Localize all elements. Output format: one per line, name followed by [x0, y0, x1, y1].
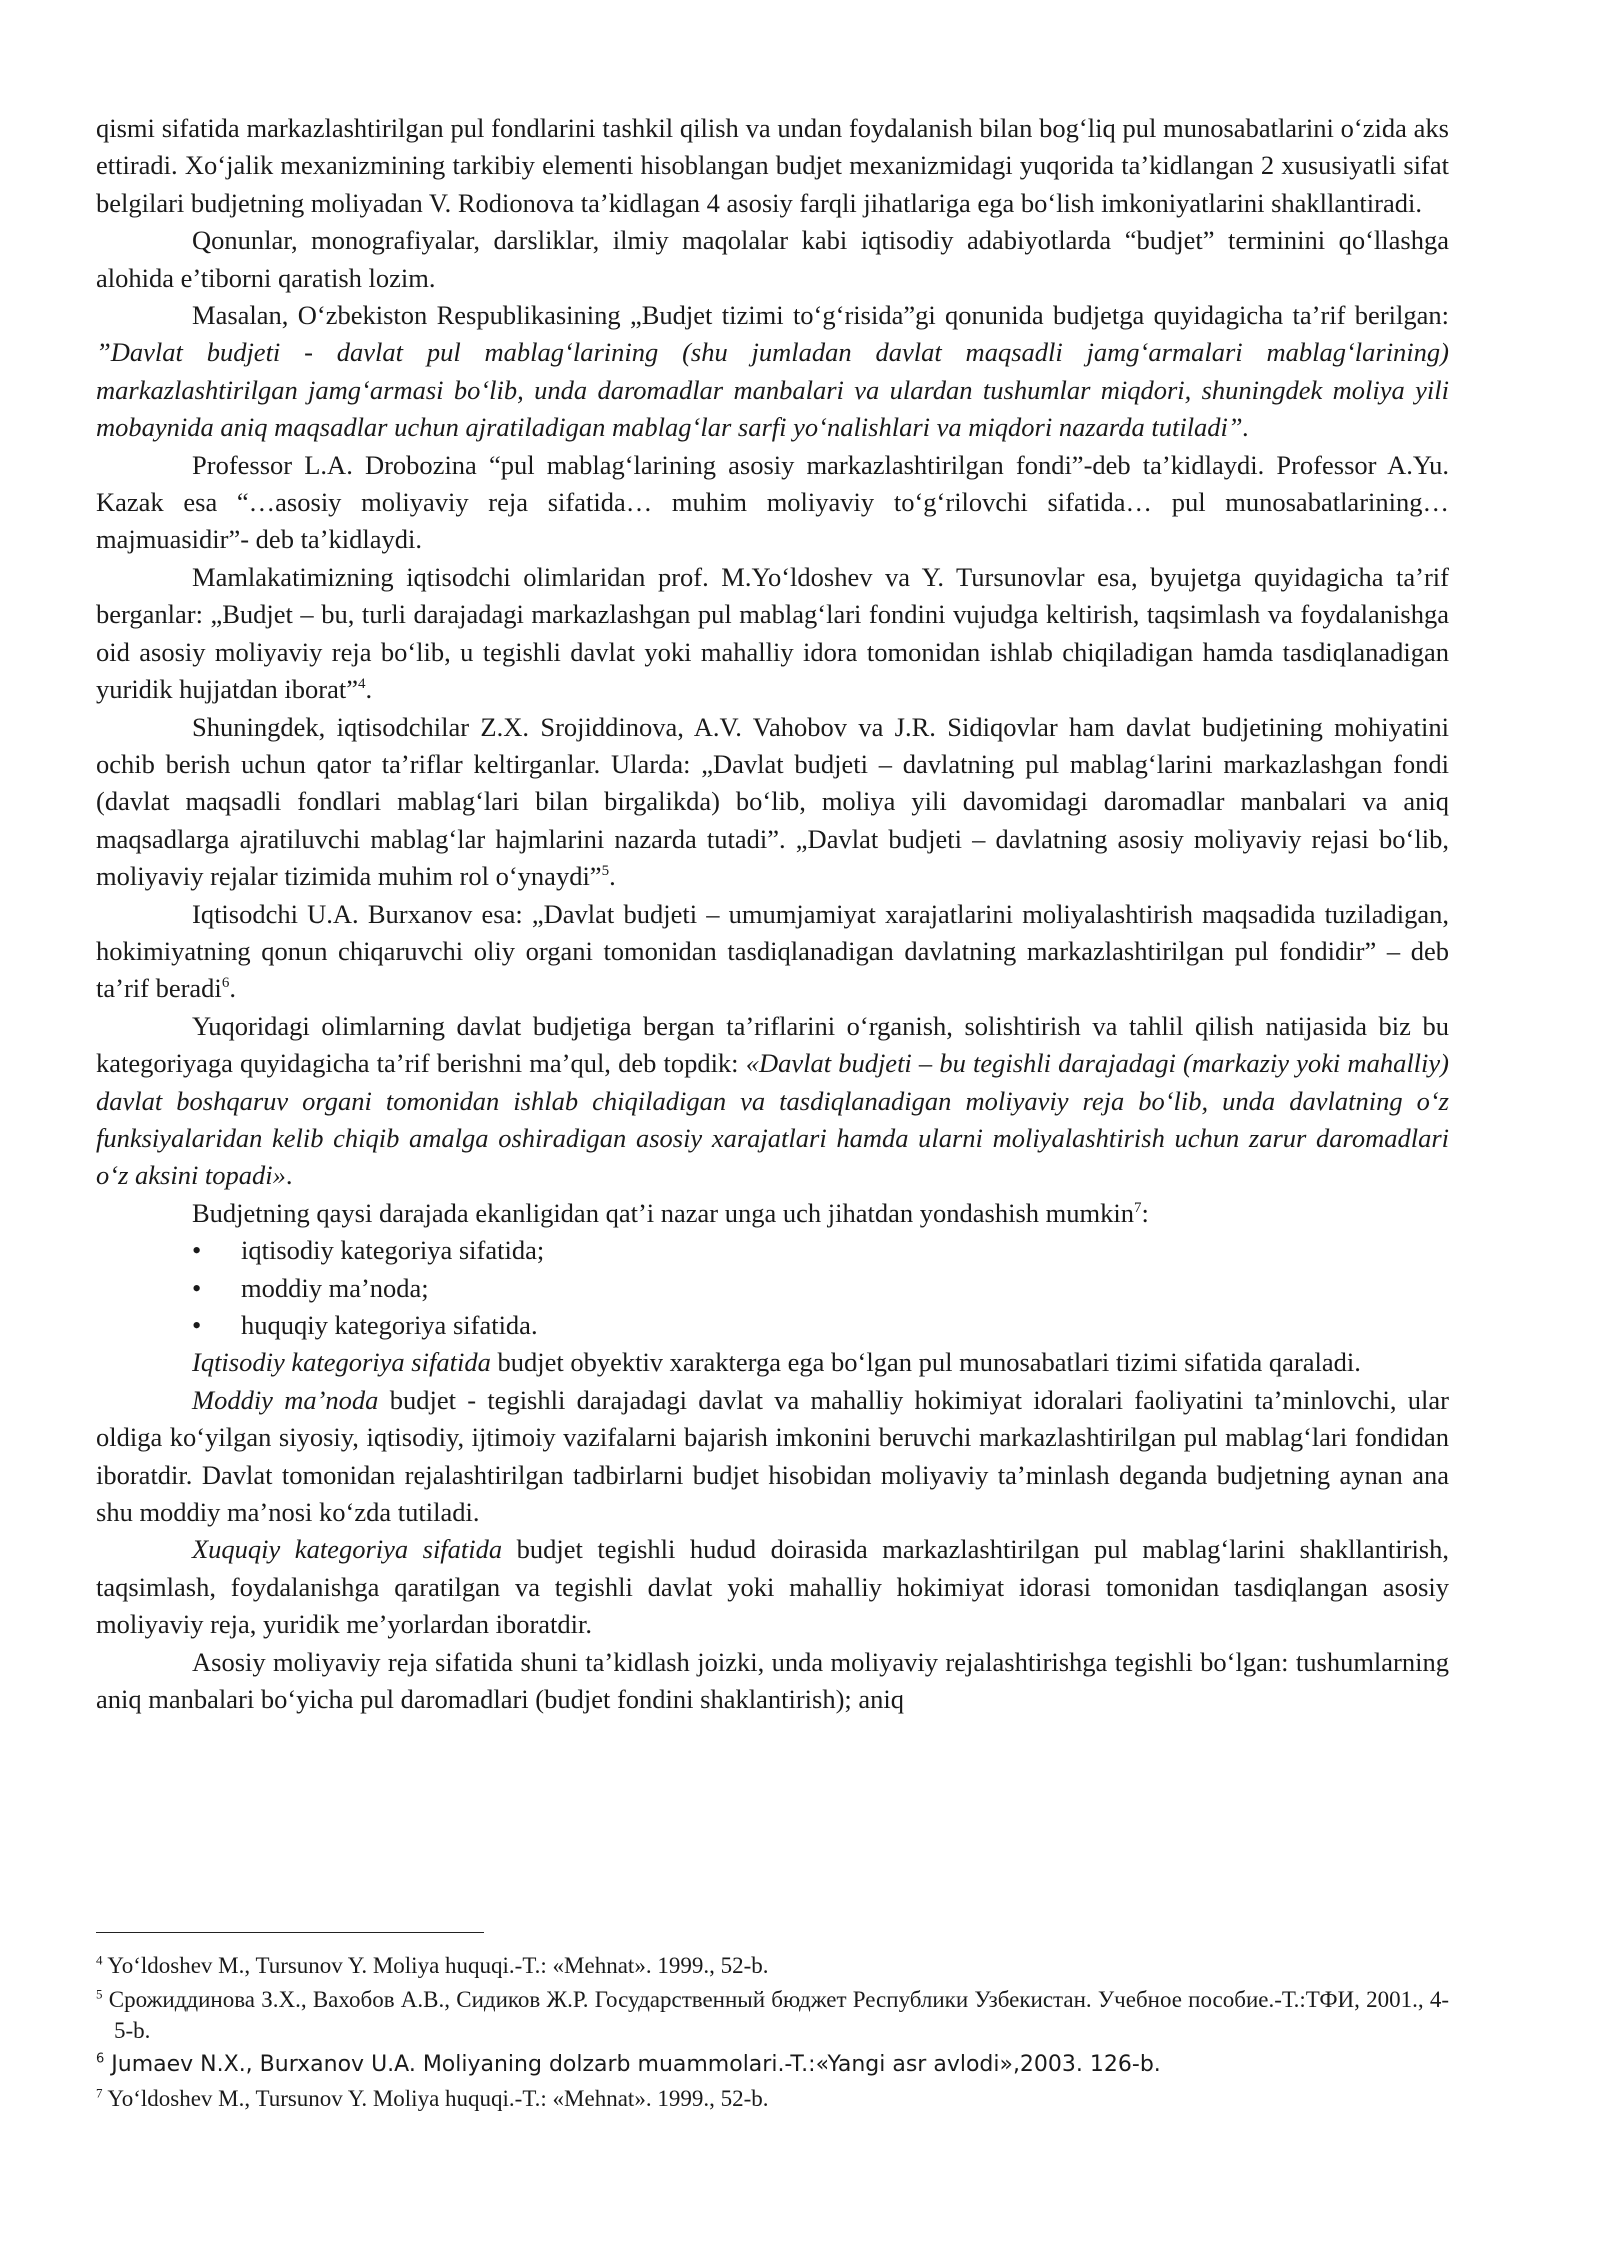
paragraph-text: Asosiy moliyaviy reja sifatida shuni ta’kidlash joizki, unda moliyaviy rejalashtirishga tegishli bo‘lgan: tushumlarning aniq manbalari bo‘yicha pul daromadlari (budjet fondini shaklantirish); aniq [96, 1646, 1449, 1715]
punctuation: . [609, 861, 616, 892]
document-body [96, 110, 1449, 1718]
paragraph-text: Budjetning qaysi darajada ekanligidan qat’i nazar unga uch jihatdan yondashish mumkin [192, 1197, 1134, 1228]
paragraph [96, 1382, 1449, 1532]
paragraph-text: Qonunlar, monografiyalar, darsliklar, ilmiy maqolalar kabi iqtisodiy adabiyotlarda “budjet” terminini qo‘llashga alohida e’tiborni qaratish lozim. [96, 225, 1449, 293]
list-item [96, 1270, 1449, 1307]
footnote-ref: 5 [601, 863, 610, 880]
paragraph [96, 1344, 1449, 1381]
footnote-ref: 4 [358, 676, 366, 693]
paragraph-text: budjet - tegishli darajadagi davlat va mahalliy hokimiyat idoralari faoliyatini ta’minlovchi, ular oldiga ko‘yilgan siyosiy, iqtisodiy, ijtimoiy vazifalarni bajarish imkonini beruvchi markazlashtirilgan pul mablag‘lari fondidan iboratdir. Davlat tomonidan rejalashtirilgan tadbirlarni budjet hisobidan moliyaviy ta’minlash deganda budjetning aynan ana shu moddiy ma’nosi ko‘zda tutiladi. [96, 1384, 1449, 1528]
list-item-text: iqtisodiy kategoriya sifatida; [241, 1235, 545, 1266]
footnote-text: Yo‘ldoshev M., Tursunov Y. Moliya huquqi.-T.: «Mehnat». 1999., 52-b. [102, 1953, 769, 1978]
paragraph [96, 709, 1449, 896]
footnote-text: Yo‘ldoshev M., Tursunov Y. Moliya huquqi.-T.: «Mehnat». 1999., 52-b. [102, 2086, 769, 2111]
paragraph-text: Masalan, O‘zbekiston Respublikasining „Budjet tizimi to‘g‘risida”gi qonunida budjetga quyidagicha ta’rif berilgan: [192, 300, 1449, 331]
punctuation: . [365, 674, 373, 705]
paragraph [96, 896, 1449, 1008]
bullet-icon: • [192, 1272, 202, 1303]
footnote-ref: 6 [221, 975, 230, 992]
term-italic: Moddiy ma’noda [192, 1384, 379, 1415]
footnote-number: 7 [96, 2085, 103, 2101]
paragraph-text: Professor L.A. Drobozina “pul mablag‘larining asosiy markazlashtirilgan fondi”-deb ta’kidlaydi. Professor A.Yu. Kazak esa “…asosiy moliyaviy reja sifatida… muhim moliyaviy to‘g‘rilovchi sifatida… pul munosabatlarining… majmuasidir”- deb ta’kidlaydi. [96, 449, 1449, 555]
footnote [96, 2083, 1449, 2114]
punctuation: : [1141, 1197, 1149, 1228]
footnote [96, 1984, 1449, 2046]
term-italic: Iqtisodiy kategoriya sifatida [192, 1347, 491, 1378]
paragraph [96, 1195, 1449, 1232]
paragraph-text: budjet obyektiv xarakterga ega bo‘lgan pul munosabatlari tizimi sifatida qaraladi. [490, 1347, 1361, 1378]
bullet-icon: • [192, 1310, 202, 1340]
list-item [96, 1307, 1449, 1344]
paragraph [96, 297, 1449, 447]
list-item [96, 1232, 1449, 1269]
paragraph [96, 559, 1449, 709]
footnote [96, 2049, 1449, 2080]
law-definition-quote: ”Davlat budjeti - davlat pul mablag‘larining (shu jumladan davlat maqsadli jamg‘armalari mablag‘larining) markazlashtirilgan jamg‘armasi bo‘lib, unda daromadlar manbalari va ulardan tushumlar miqdori, shuningdek moliya yili mobaynida aniq maqsadlar uchun ajratiladigan mablag‘lar sarfi yo‘nalishlari va miqdori nazarda tutiladi”. [96, 337, 1449, 443]
footnotes [96, 1950, 1449, 2117]
paragraph [96, 447, 1449, 559]
paragraph-text: Mamlakatimizning iqtisodchi olimlaridan prof. M.Yo‘ldoshev va Y. Tursunovlar esa, byujetga quyidagicha ta’rif berganlar: „Budjet – bu, turli darajadagi markazlashgan pul mablag‘lari fondini vujudga keltirish, taqsimlash va foydalanishga oid asosiy moliyaviy reja bo‘lib, u tegishli davlat yoki mahalliy idora tomonidan ishlab chiqiladigan hamda tasdiqlanadigan yuridik hujjatdan iborat” [96, 561, 1449, 705]
list-item-text: moddiy ma’noda; [241, 1272, 429, 1303]
footnote-number: 5 [96, 1986, 103, 2002]
paragraph-text: Shuningdek, iqtisodchilar Z.X. Srojiddinova, A.V. Vahobov va J.R. Sidiqovlar ham davlat budjetining mohiyatini ochib berish uchun qator ta’riflar keltirganlar. Ularda: „Davlat budjeti – davlatning pul mablag‘larini markazlashgan fondi (davlat maqsadli fondlari mablag‘lari bilan birgalikda) bo‘lib, moliya yili davomidagi daromadlar manbalari va aniq maqsadlarga ajratiluvchi mablag‘lar hajmlarini nazarda tutadi”. „Davlat budjeti – davlatning asosiy moliyaviy rejasi bo‘lib, moliyaviy rejalar tizimida muhim rol o‘ynaydi” [96, 711, 1449, 892]
footnote-number: 6 [96, 2051, 105, 2067]
punctuation: . [229, 973, 236, 1004]
footnote-text: Срожиддинова З.Х., Вахобов А.В., Сидиков Ж.Р. Государственный бюджет Республики Узбекистан. Учебное пособие.-Т.:ТФИ, 2001., 4-5-b. [102, 1987, 1449, 2043]
footnote [96, 1950, 1449, 1981]
paragraph [96, 1531, 1449, 1643]
bullet-icon: • [192, 1235, 202, 1266]
bullet-list [96, 1232, 1449, 1344]
paragraph [96, 110, 1449, 222]
footnote-ref: 7 [1133, 1199, 1142, 1216]
paragraph-text: Yuqoridagi olimlarning davlat budjetiga bergan ta’riflarini o‘rganish, solishtirish va tahlil qilish natijasida biz bu kategoriyaga quyidagicha ta’rif berishni ma’qul, deb topdik: [96, 1010, 1449, 1079]
term-italic: Xuquqiy kategoriya sifatida [192, 1534, 503, 1565]
paragraph [96, 1008, 1449, 1195]
paragraph-text: budjet tegishli hudud doirasida markazlashtirilgan pul mablag‘larini shakllantirish, taqsimlash, foydalanishga qaratilgan va tegishli davlat yoki mahalliy hokimiyat idorasi tomonidan tasdiqlangan asosiy moliyaviy reja, yuridik me’yorlardan iboratdir. [96, 1534, 1449, 1640]
paragraph-text: Iqtisodchi U.A. Burxanov esa: „Davlat budjeti – umumjamiyat xarajatlarini moliyalashtirish maqsadida tuziladigan, hokimiyatning qonun chiqaruvchi oliy organi tomonidan tasdiqlanadigan davlatning markazlashtirilgan pul fondidir” – deb ta’rif beradi [96, 898, 1449, 1004]
paragraph [96, 1644, 1449, 1719]
paragraph-text: qismi sifatida markazlashtirilgan pul fondlarini tashkil qilish va undan foydalanish bilan bog‘liq pul munosabatlarini o‘zida aks ettiradi. Xo‘jalik mexanizmining tarkibiy elementi hisoblangan budjet mexanizmidagi yuqorida ta’kidlangan 2 xususiyatli sifat belgilari budjetning moliyadan V. Rodionova ta’kidlagan 4 asosiy farqli jihatlariga ega bo‘lish imkoniyatlarini shakllantiradi. [96, 113, 1449, 218]
punctuation: . [285, 1160, 293, 1191]
footnote-number: 4 [96, 1952, 103, 1968]
paragraph [96, 222, 1449, 297]
footnote-text: Jumaev N.X., Burxanov U.A. Moliyaning dolzarb muammolari.-T.:«Yangi asr avlodi»,2003. 126-b. [104, 2052, 1161, 2077]
footnote-separator [96, 1932, 484, 1933]
list-item-text: huquqiy kategoriya sifatida. [241, 1310, 538, 1340]
author-definition-quote: «Davlat budjeti – bu tegishli darajadagi (markaziy yoki mahalliy) davlat boshqaruv organi tomonidan ishlab chiqiladigan va tasdiqlanadigan moliyaviy reja bo‘lib, unda davlatning o‘z funksiyalaridan kelib chiqib amalga oshiradigan asosiy xarajatlari hamda ularni moliyalashtirish uchun zarur daromadlari o‘z aksini topadi» [96, 1048, 1449, 1191]
